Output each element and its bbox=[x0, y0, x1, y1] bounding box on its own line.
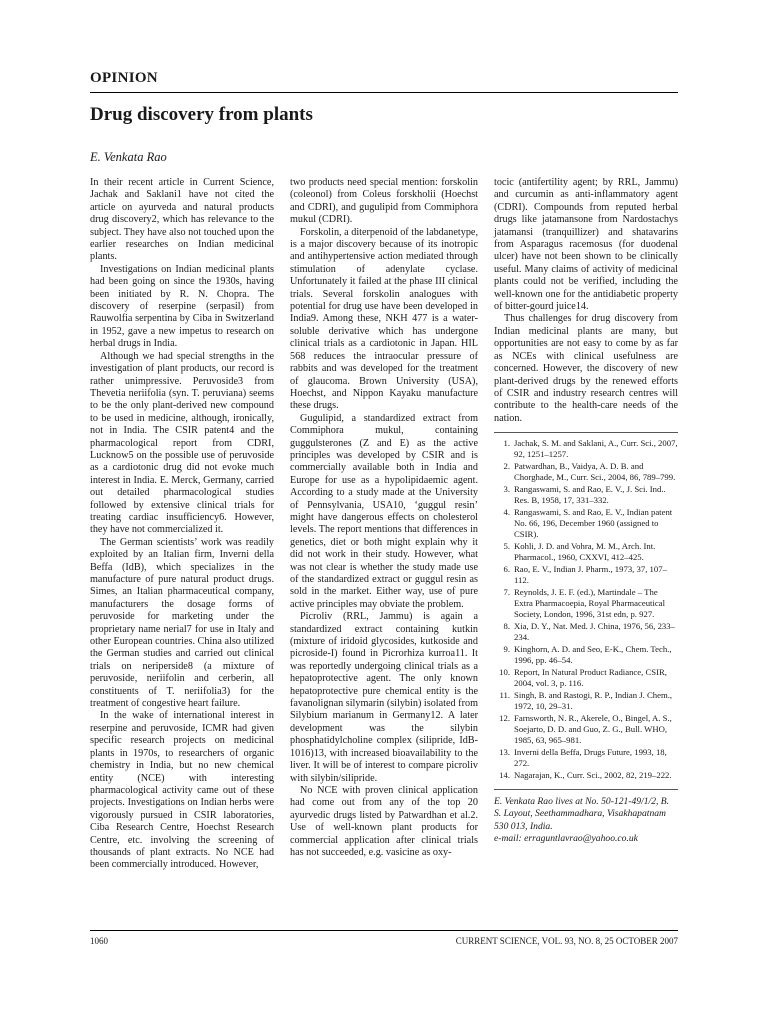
section-label: OPINION bbox=[90, 70, 158, 86]
column-2 bbox=[290, 177, 478, 859]
reference-text: Singh, B. and Rastogi, R. P., Indian J. Chem., 1972, 10, 29–31. bbox=[514, 690, 673, 712]
header-rule bbox=[90, 92, 678, 93]
reference-number: 13. bbox=[499, 747, 510, 758]
author-email: e-mail: erraguntlavrao@yahoo.co.uk bbox=[494, 832, 638, 844]
reference-text: Patwardhan, B., Vaidya, A. D. B. and Chorghade, M., Curr. Sci., 2004, 86, 789–799. bbox=[514, 461, 676, 483]
reference-number: 10. bbox=[499, 667, 510, 678]
reference-list bbox=[494, 432, 678, 781]
paragraph: Although we had special strengths in the investigation of plant products, our record is rather unimpressive. Peruvoside3 from Thevetia neriifolia (syn. T. peruviana) seems to be the only plant-derived new compound to be used in medicine, although, ironically, not in India. The CSIR patent4 and the pharmacological report from CDRI, Lucknow5 on the possible use of peruvoside as a cardiotonic drug did not evoke much interest in India. E. Merck, Germany, carried out detailed pharmacological studies followed by extensive clinical trials for treating cardiac insufficiency6. However, they have not commercialized it. bbox=[90, 350, 274, 536]
column-1 bbox=[90, 177, 274, 872]
paragraph: two products need special mention: forskolin (coleonol) from Coleus forskholii (Hoechst and CDRI), and gugulipid from Commiphora mukul (CDRI). bbox=[290, 177, 478, 226]
paragraph: No NCE with proven clinical application had come out from any of the top 20 ayurvedic drugs listed by Patwardhan et al.2. Use of well-known plant products for commercial application after clinical trials has not succeeded, e.g. vasicine as oxy- bbox=[290, 784, 478, 858]
author-bio bbox=[494, 789, 678, 845]
reference-item bbox=[494, 690, 678, 712]
reference-number: 7. bbox=[503, 587, 510, 598]
reference-text: Rao, E. V., Indian J. Pharm., 1973, 37, 107–112. bbox=[514, 564, 667, 586]
author-address: E. Venkata Rao lives at No. 50-121-49/1/2, B. S. Layout, Seethammadhara, Visakhapatnam 530 013, India. bbox=[494, 796, 670, 832]
reference-item bbox=[494, 587, 678, 620]
reference-item bbox=[494, 621, 678, 643]
reference-number: 8. bbox=[503, 621, 510, 632]
article-title: Drug discovery from plants bbox=[90, 104, 313, 125]
reference-item bbox=[494, 644, 678, 666]
reference-text: Jachak, S. M. and Saklani, A., Curr. Sci., 2007, 92, 1251–1257. bbox=[514, 438, 678, 460]
paragraph: In the wake of international interest in reserpine and peruvoside, ICMR had given specific research projects on medicinal plants in 1970s, to researchers of organic chemistry in India, but no new chemical entity (NCE) with interesting pharmacological activity came out of these projects. Investigations on Indian herbs were vigorously pursued in CSIR laboratories, Ciba Research Centre, Hoechst Research Centre, etc. involving the screening of thousands of plant extracts. No NCE had been commercially introduced. However, bbox=[90, 710, 274, 871]
reference-text: Report, In Natural Product Radiance, CSIR, 2004, vol. 3, p. 116. bbox=[514, 667, 667, 689]
reference-number: 9. bbox=[503, 644, 510, 655]
journal-citation: CURRENT SCIENCE, VOL. 93, NO. 8, 25 OCTOBER 2007 bbox=[455, 936, 678, 946]
reference-number: 3. bbox=[503, 484, 510, 495]
reference-item bbox=[494, 461, 678, 483]
reference-text: Rangaswami, S. and Rao, E. V., J. Sci. Ind.. Res. B, 1958, 17, 331–332. bbox=[514, 484, 666, 506]
reference-text: Kinghorn, A. D. and Seo, E-K., Chem. Tech., 1996, pp. 46–54. bbox=[514, 644, 672, 666]
paragraph: Forskolin, a diterpenoid of the labdanetype, is a major discovery because of its inotropic and antihypertensive action mediated through stimulation of adenylate cyclase. Unfortunately it failed at the phase III clinical trials. Several forskolin analogues with potential for drug use have been developed in India9. Among these, NKH 477 is a water-soluble derivative which has undergone clinical trials as a cardiotonic in Japan. HIL 568 reduces the intraocular pressure of rabbits and was developed for the treatment of glaucoma. Brown University (USA), Hoechst, and Nippon Kayaku manufacture these drugs. bbox=[290, 226, 478, 412]
paragraph: The German scientists’ work was readily exploited by an Italian firm, Inverni della Beffa (IdB), which specializes in the manufacture of pure natural product drugs. Simes, an Italian pharmaceutical company, manufacturers the dosage forms of peruvoside for marketing under the proprietary name nerial7 for use in Italy and other European countries. China also utilized the German studies and carried out clinical trials on neriperside8 (a mixture of peruvoside, neriifolin and cerberin, all constituents of T. neriifolia3) for the treatment of congestive heart failure. bbox=[90, 536, 274, 710]
paragraph: Thus challenges for drug discovery from Indian medicinal plants are many, but opportunities are not easy to come by as far as NCEs with clinical usefulness are concerned. However, the discovery of new plant-derived drugs by the renewed efforts of CSIR and industry research centres will contribute to the health-care needs of the nation. bbox=[494, 313, 678, 424]
reference-number: 2. bbox=[503, 461, 510, 472]
reference-text: Nagarajan, K., Curr. Sci., 2002, 82, 219–222. bbox=[514, 770, 672, 781]
page-number: 1060 bbox=[90, 936, 108, 946]
reference-item bbox=[494, 667, 678, 689]
reference-number: 4. bbox=[503, 507, 510, 518]
reference-item bbox=[494, 564, 678, 586]
reference-text: Kohli, J. D. and Vohra, M. M., Arch. Int. Pharmacol., 1960, CXXVI, 412–425. bbox=[514, 541, 656, 563]
footer-rule bbox=[90, 930, 678, 931]
paragraph: Picroliv (RRL, Jammu) is again a standardized extract containing kutkin (mixture of iridoid glycosides, kutkoside and picroside-I) found in Picrorhiza kurroa11. It was reportedly undergoing clinical trials as a hepatoprotective agent. The only known hepatoprotective pure chemical entity is the favanolignan silymarin (silybin) isolated from Silybium marianum in Germany12. A later development was the silybin phosphatidylcholine complex (silipride, IdB-1016)13, with increased bioavailability to the liver. It will be of interest to compare picroliv with silybin/silipride. bbox=[290, 611, 478, 784]
paragraph: Investigations on Indian medicinal plants had been going on since the 1930s, having been initiated by R. N. Chopra. The discovery of reserpine (serpasil) from Rauwolfia serpentina by Ciba in Switzerland in 1952, gave a new impetus to research on herbal drugs in India. bbox=[90, 263, 274, 350]
reference-item bbox=[494, 747, 678, 769]
paragraph: In their recent article in Current Science, Jachak and Saklani1 have not cited the article on ayurveda and natural products drug discovery2, which has relevance to the subject. They have also not touched upon the earlier researches on Indian medicinal plants. bbox=[90, 177, 274, 263]
reference-item bbox=[494, 438, 678, 460]
reference-text: Inverni della Beffa, Drugs Future, 1993, 18, 272. bbox=[514, 747, 667, 769]
reference-number: 5. bbox=[503, 541, 510, 552]
reference-text: Xia, D. Y., Nat. Med. J. China, 1976, 56, 233–234. bbox=[514, 621, 675, 643]
reference-item bbox=[494, 507, 678, 540]
reference-number: 6. bbox=[503, 564, 510, 575]
reference-item bbox=[494, 541, 678, 563]
reference-text: Reynolds, J. E. F. (ed.), Martindale – The Extra Pharmacoepia, Royal Pharmaceutical Society, London, 1996, 31st edn, p. 927. bbox=[514, 587, 666, 620]
reference-number: 11. bbox=[499, 690, 510, 701]
paragraph: tocic (antifertility agent; by RRL, Jammu) and curcumin as anti-inflammatory agent (CDRI). Compounds from reputed herbal drugs like jatamansone from Nardostachys jatamansi (tranquillizer) and shatavarins from Asparagus racemosus (for duodenal ulcer) have not been shown to be clinically useful. Many claims of activity of medicinal plants could not be verified, including the well-known one for the antidiabetic property of bitter-gourd juice14. bbox=[494, 177, 678, 313]
reference-item bbox=[494, 484, 678, 506]
reference-number: 14. bbox=[499, 770, 510, 781]
reference-item bbox=[494, 713, 678, 746]
reference-text: Farnsworth, N. R., Akerele, O., Bingel, A. S., Soejarto, D. D. and Guo, Z. G., Bull. WHO, 1985, 63, 965–981. bbox=[514, 713, 672, 746]
reference-item bbox=[494, 770, 678, 781]
column-3 bbox=[494, 177, 678, 845]
reference-number: 12. bbox=[499, 713, 510, 724]
author-name: E. Venkata Rao bbox=[90, 150, 167, 164]
reference-text: Rangaswami, S. and Rao, E. V., Indian patent No. 66, 196, December 1960 (assigned to CSIR). bbox=[514, 507, 673, 540]
reference-number: 1. bbox=[503, 438, 510, 449]
paragraph: Gugulipid, a standardized extract from Commiphora mukul, containing guggulsterones (Z and E) as the active principles was developed by CSIR and is commercially available both in India and Europe for use as a hypolipidaemic agent. According to a study made at the University of Pennsylvania, USA10, ‘guggul resin’ might have dangerous effects on cholesterol levels. The report mentions that differences in genetics, diet or both might explain why it did not work in their study. However, what was not clear is whether the study made use of the standardized extract or guggul resin as sold in the market. Either way, use of pure active principles may obviate the problem. bbox=[290, 412, 478, 610]
